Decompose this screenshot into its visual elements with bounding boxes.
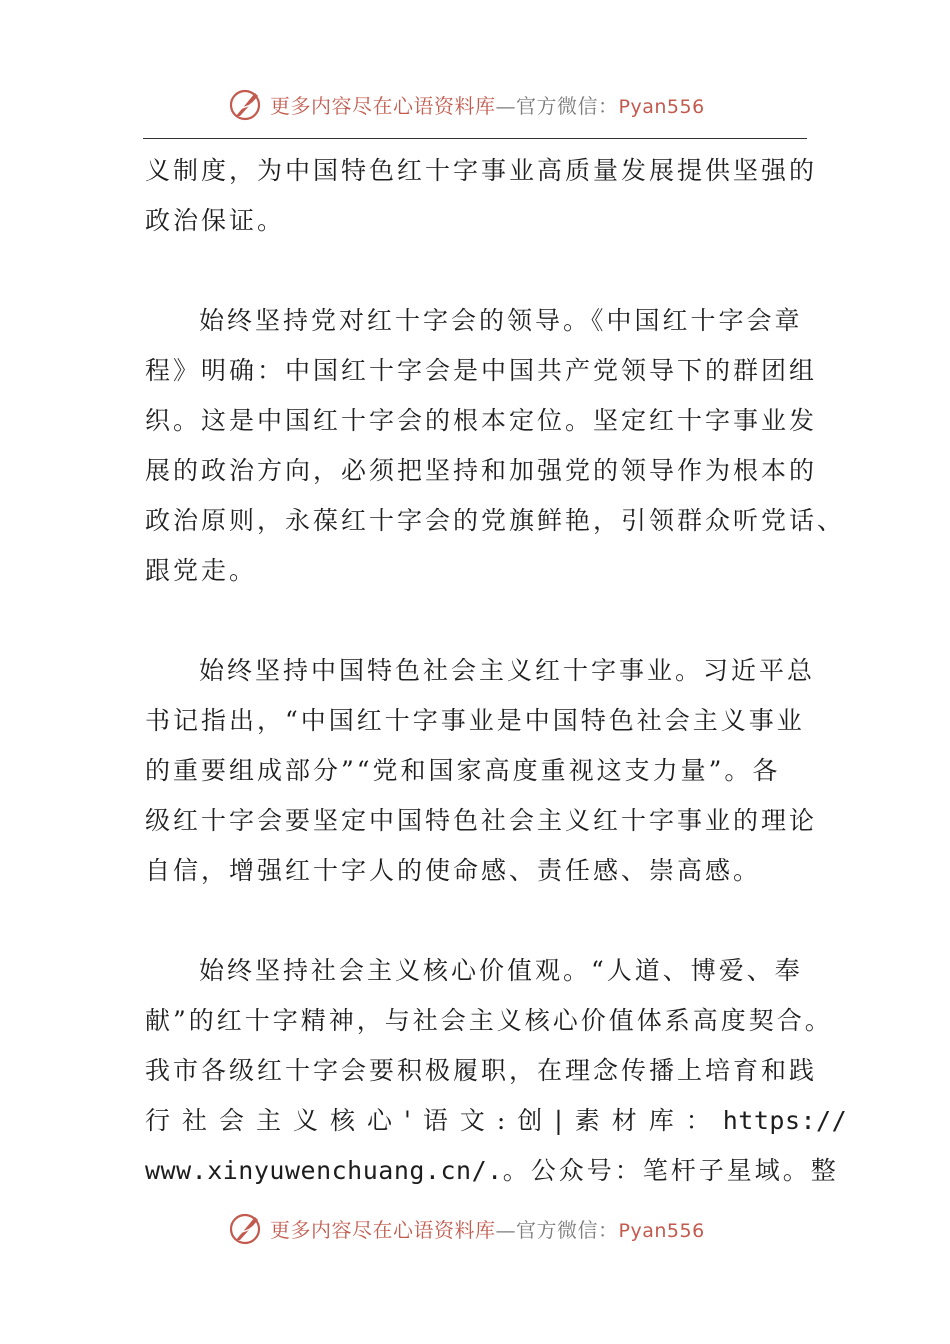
text-line: 跟党走。: [145, 556, 258, 585]
footer-banner: [228, 1208, 748, 1248]
banner-wechat-label: —官方微信：: [495, 93, 619, 118]
document-body: [145, 146, 848, 1196]
text-line: 书记指出，“中国红十字事业是中国特色社会主义事业: [145, 706, 805, 735]
text-line: [145, 1096, 848, 1146]
banner-title: 更多内容尽在心语资料库: [270, 1217, 496, 1242]
text-line: 献”的红十字精神，与社会主义核心价值体系高度契合。: [145, 1006, 833, 1035]
quill-logo-icon: [228, 86, 264, 122]
text-line-cjk: 行社会主义核心'语文:创|素材库：: [145, 1106, 723, 1135]
banner-title: 更多内容尽在心语资料库: [270, 93, 496, 118]
text-line: 政治保证。: [145, 206, 286, 235]
paragraph-start: 始终坚持中国特色社会主义红十字事业。习近平总: [199, 656, 816, 685]
text-line-url: www.xinyuwenchuang.cn/.: [145, 1156, 503, 1185]
text-line: 的重要组成部分”“党和国家高度重视这支力量”。各: [145, 756, 781, 785]
text-line: 义制度，为中国特色红十字事业高质量发展提供坚强的: [145, 156, 818, 185]
text-line: 程》明确：中国红十字会是中国共产党领导下的群团组: [145, 356, 818, 385]
banner-wechat-label: —官方微信：: [495, 1217, 619, 1242]
paragraph-start: 始终坚持党对红十字会的领导。《中国红十字会章: [199, 306, 803, 335]
quill-logo-icon: [228, 1210, 264, 1246]
header-divider: [143, 138, 807, 139]
text-line: [145, 1146, 839, 1196]
text-line-tail: 。公众号：笔杆子星域。整: [502, 1156, 839, 1185]
text-line: 级红十字会要坚定中国特色社会主义红十字事业的理论: [145, 806, 818, 835]
paragraph-start: 始终坚持社会主义核心价值观。“人道、博爱、奉: [199, 956, 803, 985]
text-line-url-start: https://: [722, 1106, 848, 1135]
text-line: 织。这是中国红十字会的根本定位。坚定红十字事业发: [145, 406, 818, 435]
banner-wechat-id: Pyan556: [618, 1219, 705, 1242]
header-banner: [228, 84, 748, 124]
text-line: 政治原则，永葆红十字会的党旗鲜艳，引领群众听党话、: [145, 506, 846, 535]
text-line: 展的政治方向，必须把坚持和加强党的领导作为根本的: [145, 456, 818, 485]
text-line: 我市各级红十字会要积极履职，在理念传播上培育和践: [145, 1056, 818, 1085]
text-line: 自信，增强红十字人的使命感、责任感、崇高感。: [145, 856, 762, 885]
banner-wechat-id: Pyan556: [618, 95, 705, 118]
